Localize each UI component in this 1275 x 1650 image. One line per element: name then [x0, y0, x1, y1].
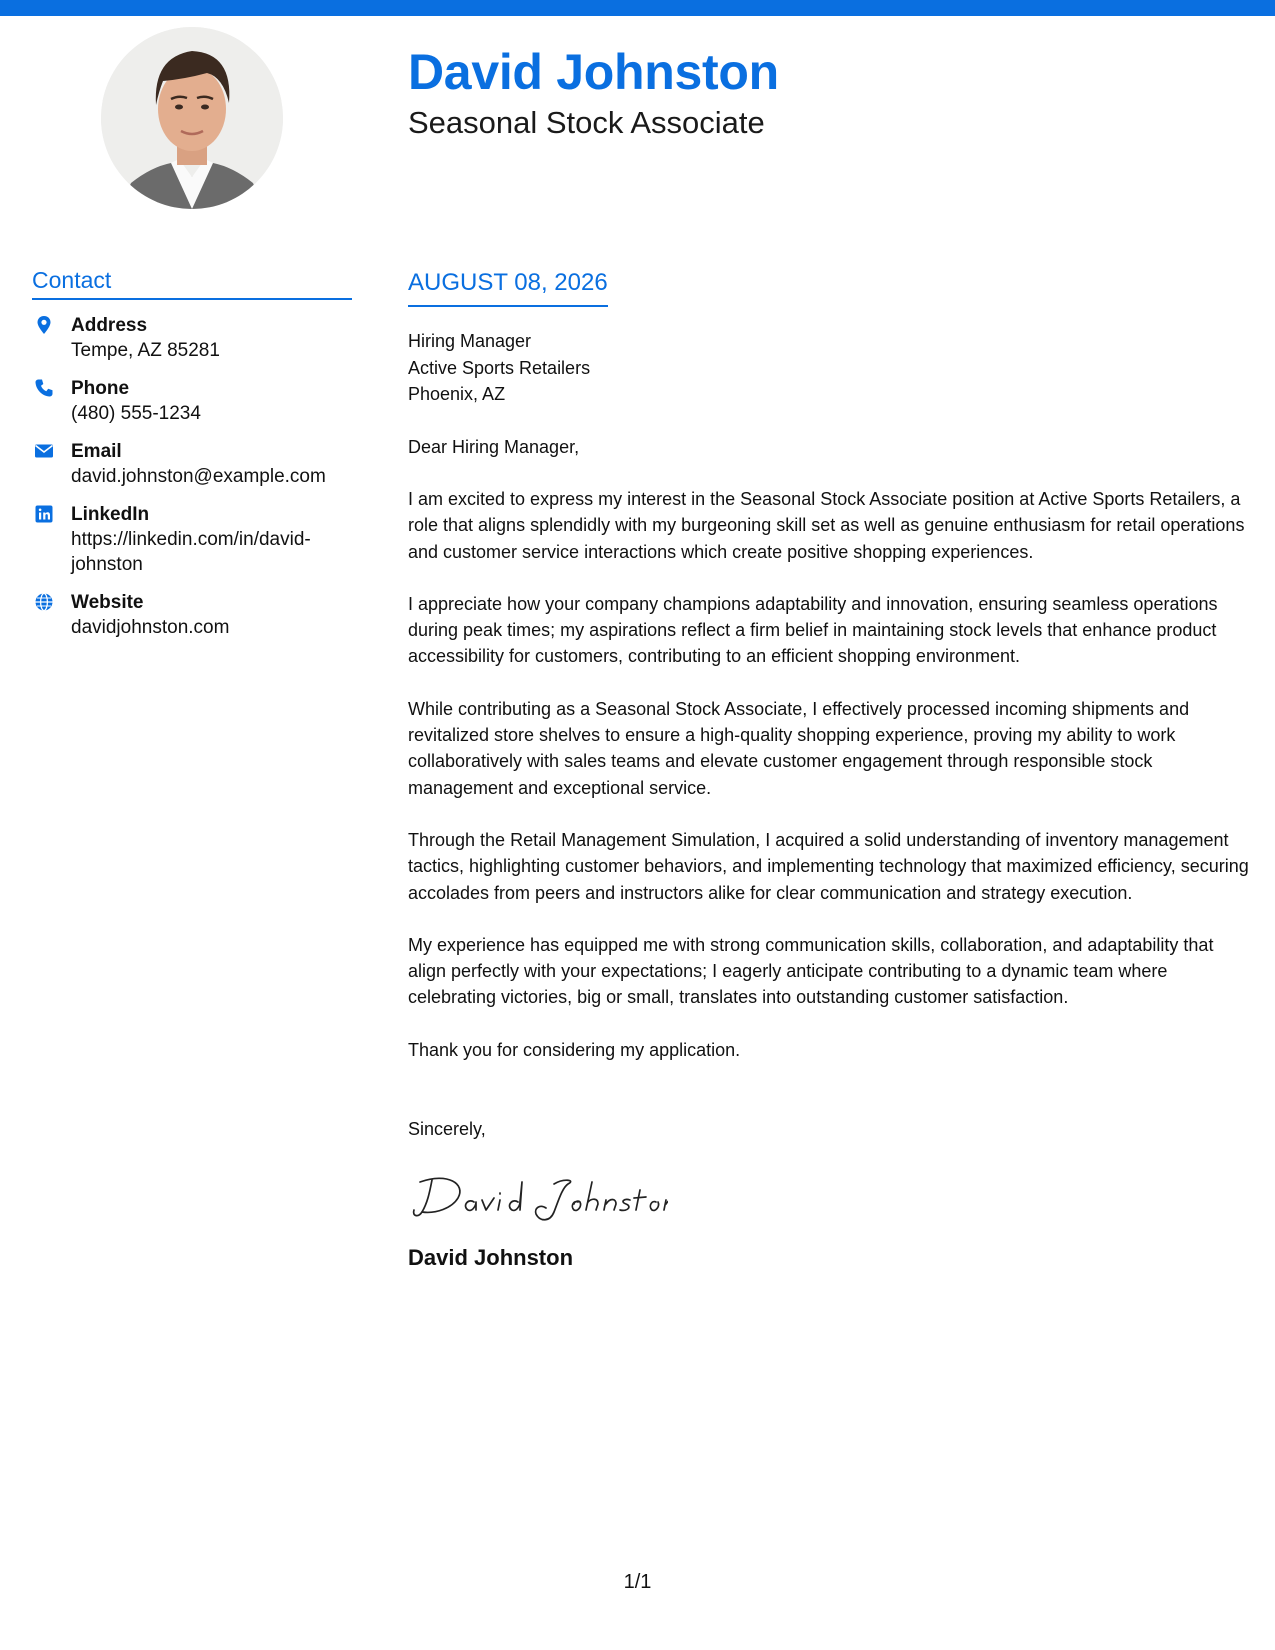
recipient-line: Hiring Manager — [408, 331, 532, 351]
top-accent-bar — [0, 0, 1275, 16]
job-title: Seasonal Stock Associate — [408, 105, 765, 140]
letter-paragraph: Thank you for considering my application. — [408, 1039, 741, 1060]
contact-website — [32, 590, 352, 640]
recipient-block — [408, 328, 1250, 408]
email-value: david.johnston@example.com — [71, 466, 326, 487]
handwritten-signature — [408, 1162, 1250, 1226]
letter-paragraph: While contributing as a Seasonal Stock Associate, I effectively processed incoming shipments and revitalized store shelves to ensure a high-quality shopping experience, proving my ability to work collaboratively with sales teams and elevate customer engagement through responsible stock management and exceptional service. — [408, 698, 1190, 798]
contact-email — [32, 439, 352, 489]
contact-linkedin — [32, 502, 352, 577]
letter-body — [408, 268, 1250, 1272]
linkedin-icon — [34, 504, 54, 524]
page-number: 1/1 — [623, 1571, 652, 1593]
globe-icon — [34, 592, 54, 612]
letter-paragraph: Through the Retail Management Simulation, I acquired a solid understanding of inventory management tactics, highlighting customer behaviors, and implementing technology that maximized efficiency, securing accolades from peers and instructors alike for clear communication and strategy execution. — [408, 829, 1249, 903]
linkedin-value: https://linkedin.com/in/david-johnston — [71, 529, 311, 575]
phone-value: (480) 555-1234 — [71, 403, 201, 424]
address-value: Tempe, AZ 85281 — [71, 340, 220, 361]
profile-photo — [101, 27, 283, 209]
contact-address — [32, 313, 352, 363]
letter-paragraph: I am excited to express my interest in the Seasonal Stock Associate position at Active Sports Retailers, a role that aligns splendidly with my burgeoning skill set as well as genuine enthusiasm for retail operations and customer service interactions which create positive shopping experiences. — [408, 489, 1245, 562]
phone-icon — [34, 378, 54, 398]
closing: Sincerely, — [408, 1119, 486, 1140]
contact-phone — [32, 376, 352, 426]
recipient-line: Phoenix, AZ — [408, 384, 506, 404]
email-icon — [34, 441, 54, 461]
letter-paragraph: My experience has equipped me with strong communication skills, collaboration, and adaptability that align perfectly with your expectations; I eagerly anticipate contributing to a dynamic team where celebrating victories, big or small, translates into outstanding customer satisfaction. — [408, 934, 1214, 1008]
phone-label: Phone — [71, 378, 130, 399]
linkedin-label: LinkedIn — [71, 504, 150, 525]
applicant-name: David Johnston — [408, 44, 779, 100]
signer-name: David Johnston — [408, 1245, 574, 1271]
letter-date: AUGUST 08, 2026 — [408, 268, 608, 307]
greeting: Dear Hiring Manager, — [408, 436, 580, 457]
website-label: Website — [71, 592, 144, 613]
email-label: Email — [71, 441, 122, 462]
location-pin-icon — [34, 315, 54, 335]
contact-heading: Contact — [32, 265, 352, 300]
letter-paragraph: I appreciate how your company champions adaptability and innovation, ensuring seamless operations during peak times; my aspirations reflect a firm belief in maintaining stock levels that enhance product accessibility for customers, contributing to an efficient shopping environment. — [408, 593, 1218, 667]
recipient-line: Active Sports Retailers — [408, 357, 591, 378]
contact-sidebar — [32, 265, 352, 640]
website-value: davidjohnston.com — [71, 617, 230, 638]
address-label: Address — [71, 315, 148, 336]
